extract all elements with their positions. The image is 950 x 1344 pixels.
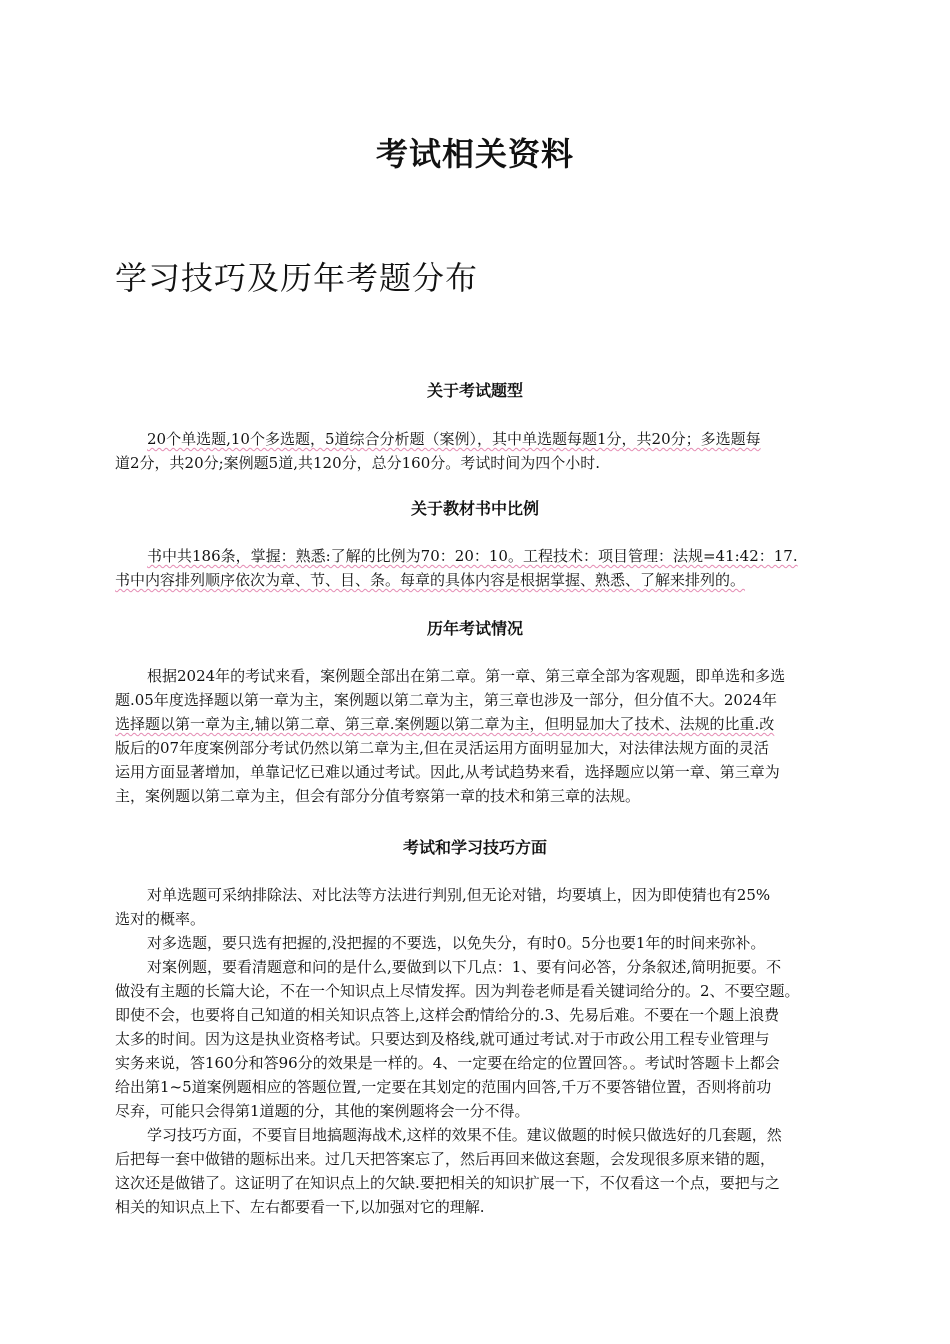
section-heading-exam-format: 关于考试题型 (426, 381, 523, 400)
text-line: 对多选题，要只选有把握的,没把握的不要选，以免失分，有时0。5分也要1年的时间来弥补。 (147, 934, 766, 952)
text-line: 后把每一套中做错的题标出来。过几天把答案忘了，然后再回来做这套题，会发现很多原来错的题， (115, 1150, 776, 1168)
text-line: 选择题以第一章为主,辅以第二章、第三章.案例题以第二章为主，但明显加大了技术、法规的比重.改 (115, 715, 775, 733)
text-line: 主，案例题以第二章为主，但会有部分分值考察第一章的技术和第三章的法规。 (115, 787, 641, 805)
section-body-textbook-ratio (115, 544, 855, 592)
text-line: 书中共186条，掌握：熟悉:了解的比例为70：20：10。工程技术：项目管理：法规=41:42：17. (147, 547, 798, 565)
text-line: 对单选题可采纳排除法、对比法等方法进行判别,但无论对错，均要填上，因为即使猜也有25% (147, 886, 771, 904)
text-line: 对案例题，要看清题意和问的是什么,要做到以下几点：1、要有问必答，分条叙述,简明扼要。不 (147, 958, 782, 976)
paragraph-multiple-choice (115, 931, 855, 955)
section-body-past-exams (115, 664, 855, 808)
text-line: 太多的时间。因为这是执业资格考试。只要达到及格线,就可通过考试.对于市政公用工程专业管理与 (115, 1030, 770, 1048)
section-heading-past-exams: 历年考试情况 (426, 619, 523, 638)
paragraph (115, 664, 855, 808)
text-line: 这次还是做错了。这证明了在知识点上的欠缺.要把相关的知识扩展一下，不仅看这一个点，要把与之 (115, 1174, 780, 1192)
text-line: 给出第1~5道案例题相应的答题位置,一定要在其划定的范围内回答,千万不要答错位置，否则将前功 (115, 1078, 772, 1096)
section-body-study-tips (115, 883, 855, 1219)
paragraph (115, 427, 855, 475)
paragraph-study-method (115, 1123, 855, 1219)
paragraph-single-choice (115, 883, 855, 931)
paragraph-case-questions (115, 955, 855, 1123)
text-line: 选对的概率。 (115, 910, 206, 928)
text-line: 相关的知识点上下、左右都要看一下,以加强对它的理解. (115, 1198, 485, 1216)
text-line: 书中内容排列顺序依次为章、节、目、条。每章的具体内容是根据掌握、熟悉、了解来排列的。 (115, 571, 746, 589)
text-line: 即使不会，也要将自己知道的相关知识点答上,这样会酌情给分的.3、先易后难。不要在一个题上浪费 (115, 1006, 780, 1024)
text-line: 实务来说，答160分和答96分的效果是一样的。4、一定要在给定的位置回答。。考试时答题卡上都会 (115, 1054, 780, 1072)
text-line: 做没有主题的长篇大论，不在一个知识点上尽情发挥。因为判卷老师是看关键词给分的。2、不要空题。 (115, 982, 800, 1000)
chapter-title: 学习技巧及历年考题分布 (115, 259, 479, 297)
section-heading-textbook-ratio: 关于教材书中比例 (410, 499, 539, 518)
text-line: 根据2024年的考试来看，案例题全部出在第二章。第一章、第三章全部为客观题，即单选和多选 (147, 667, 786, 685)
section-heading-study-tips: 考试和学习技巧方面 (402, 838, 547, 857)
text-line: 道2分，共20分;案例题5道,共120分，总分160分。考试时间为四个小时. (115, 454, 601, 472)
text-line: 题.05年度选择题以第一章为主，案例题以第二章为主，第三章也涉及一部分，但分值不大。2024年 (115, 691, 778, 709)
section-body-exam-format (115, 427, 855, 475)
text-line: 版后的07年度案例部分考试仍然以第二章为主,但在灵活运用方面明显加大，对法律法规方面的灵活 (115, 739, 769, 757)
text-line: 学习技巧方面，不要盲目地搞题海战术,这样的效果不佳。建议做题的时候只做选好的几套题，然 (147, 1126, 782, 1144)
document-title: 考试相关资料 (375, 135, 574, 173)
text-line: 尽弃，可能只会得第1道题的分，其他的案例题将会一分不得。 (115, 1102, 530, 1120)
text-line: 20个单选题,10个多选题，5道综合分析题（案例），其中单选题每题1分，共20分；多选题每 (147, 430, 761, 448)
paragraph (115, 544, 855, 592)
text-line: 运用方面显著增加，单靠记忆已难以通过考试。因此,从考试趋势来看，选择题应以第一章、第三章为 (115, 763, 780, 781)
